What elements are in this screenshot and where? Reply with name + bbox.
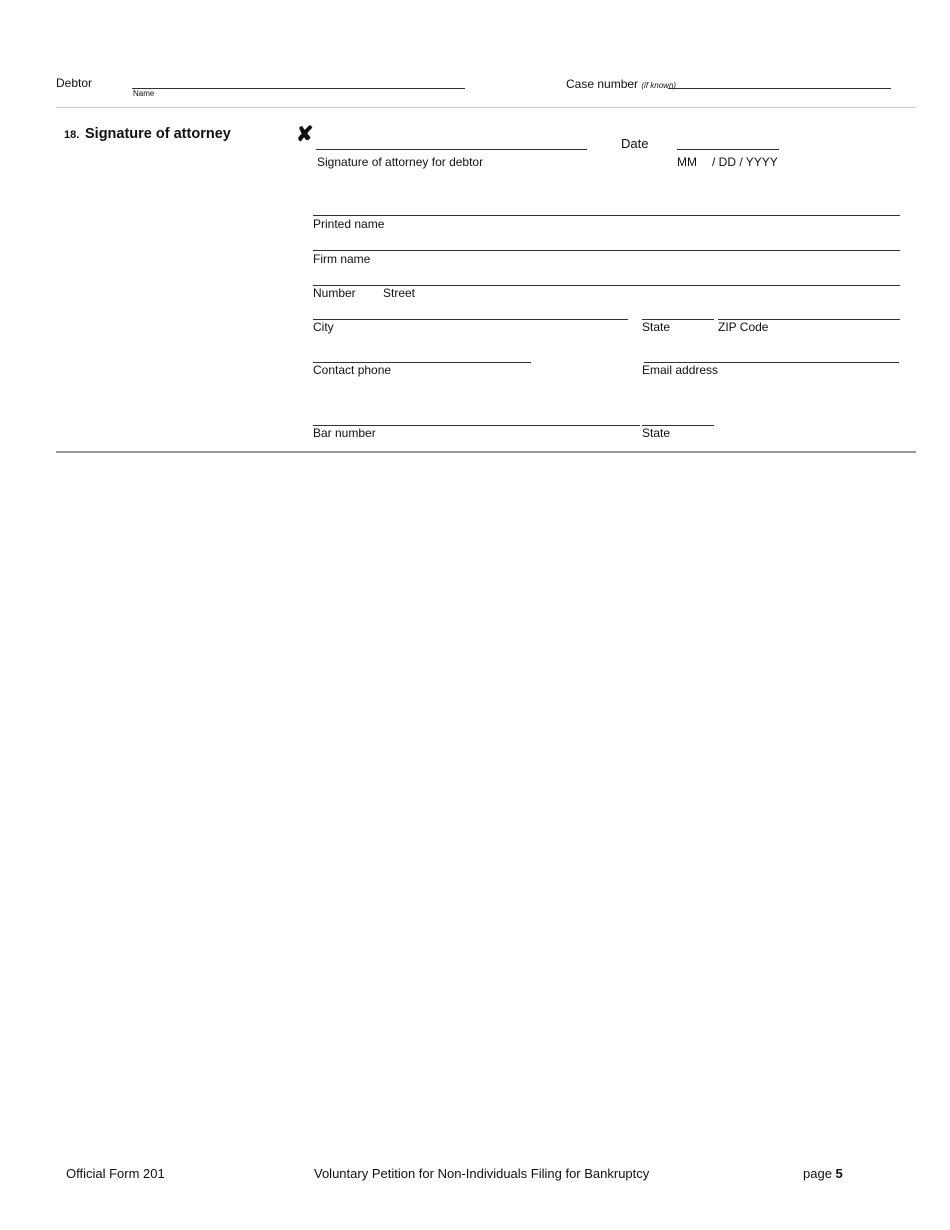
zip-label: ZIP Code bbox=[718, 320, 769, 334]
date-format-label: / DD / YYYY bbox=[712, 155, 778, 169]
footer-form-name: Official Form 201 bbox=[66, 1166, 165, 1181]
firm-name-label: Firm name bbox=[313, 252, 371, 266]
printed-name-field[interactable] bbox=[313, 215, 900, 216]
printed-name-label: Printed name bbox=[313, 217, 385, 231]
header-divider bbox=[56, 107, 916, 108]
case-number-text: Case number bbox=[566, 77, 639, 91]
city-label: City bbox=[313, 320, 334, 334]
debtor-name-field[interactable] bbox=[132, 88, 465, 89]
firm-name-field[interactable] bbox=[313, 250, 900, 251]
case-number-label bbox=[566, 77, 676, 91]
footer-form-title: Voluntary Petition for Non-Individuals Filing for Bankruptcy bbox=[314, 1166, 650, 1181]
if-known-text: (if known) bbox=[641, 81, 677, 90]
section-bottom-rule bbox=[56, 451, 916, 453]
date-label: Date bbox=[621, 136, 649, 151]
bar-number-label: Bar number bbox=[313, 426, 376, 440]
contact-phone-label: Contact phone bbox=[313, 363, 392, 377]
number-label: Number bbox=[313, 286, 356, 300]
footer-page bbox=[803, 1166, 843, 1181]
street-label: Street bbox=[383, 286, 416, 300]
bar-state-label: State bbox=[642, 426, 671, 440]
section-number: 18. bbox=[64, 129, 80, 141]
attorney-signature-field[interactable] bbox=[316, 149, 587, 150]
page-label: page bbox=[803, 1166, 832, 1181]
debtor-label: Debtor bbox=[56, 76, 93, 90]
section-title: Signature of attorney bbox=[85, 126, 231, 142]
page-number: 5 bbox=[835, 1166, 843, 1181]
state-label: State bbox=[642, 320, 671, 334]
city-field[interactable] bbox=[313, 319, 628, 320]
case-number-field[interactable] bbox=[668, 88, 891, 89]
date-field[interactable] bbox=[677, 149, 779, 150]
sign-here-x-icon: ✘ bbox=[296, 123, 314, 146]
signature-label: Signature of attorney for debtor bbox=[317, 155, 484, 169]
email-label: Email address bbox=[642, 363, 719, 377]
date-mm-label: MM bbox=[677, 155, 697, 169]
name-label: Name bbox=[133, 89, 155, 98]
